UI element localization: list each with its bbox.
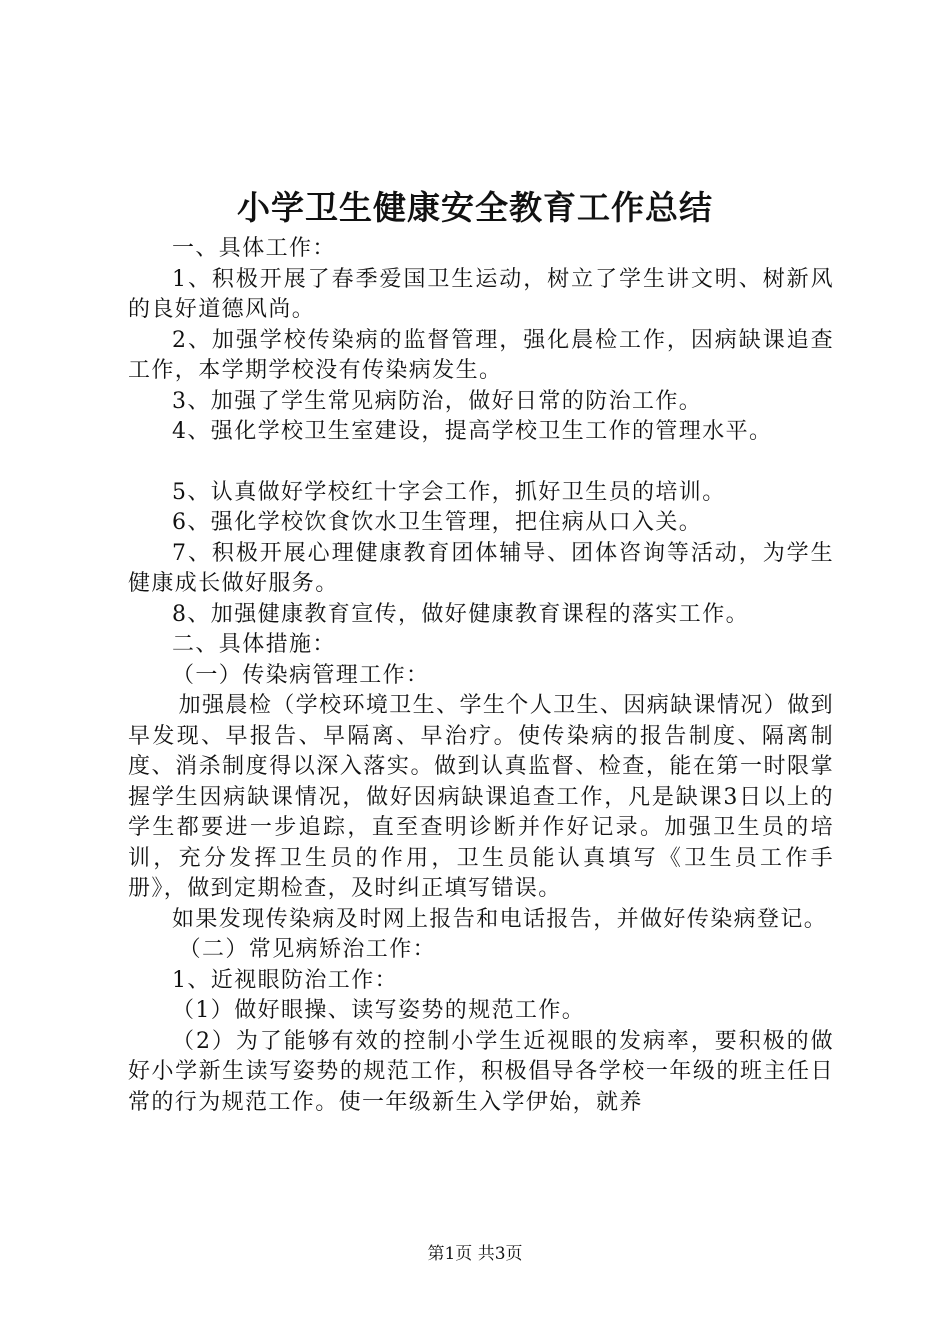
document-title: 小学卫生健康安全教育工作总结 — [237, 188, 713, 227]
paragraph-item-8: 8、加强健康教育宣传，做好健康教育课程的落实工作。 — [172, 601, 749, 627]
paragraph-myopia-heading: 1、近视眼防治工作： — [172, 967, 398, 993]
paragraph-morning-check: 加强晨检（学校环境卫生、学生个人卫生、因病缺课情况）做到早发现、早报告、早隔离、早治疗。使传染病的报告制度、隔离制度、消杀制度得以深入落实。做到认真监督、检查，能在第一时限掌握学生因病缺课情况，做好因病缺课追查工作，凡是缺课3日以上的学生都要进一步追踪，直至查明诊断并作好记录。加强卫生员的培训，充分发挥卫生员的作用，卫生员能认真填写《卫生员工作手册》，做到定期检查，及时纠正填写错误。 — [128, 693, 834, 901]
paragraph-item-3: 3、加强了学生常见病防治，做好日常的防治工作。 — [172, 388, 703, 414]
paragraph-item-6: 6、强化学校饮食饮水卫生管理，把住病从口入关。 — [172, 510, 703, 535]
document-body — [128, 234, 834, 1118]
subsection-heading-infectious-disease: （一）传染病管理工作： — [172, 662, 430, 688]
page-number-footer: 第1页 共3页 — [427, 1244, 523, 1264]
paragraph-reporting: 如果发现传染病及时网上报告和电话报告，并做好传染病登记。 — [172, 906, 828, 932]
paragraph-item-4: 4、强化学校卫生室建设，提高学校卫生工作的管理水平。 — [172, 419, 773, 444]
paragraph-item-7: 7、积极开展心理健康教育团体辅导、团体咨询等活动，为学生健康成长做好服务。 — [128, 540, 834, 596]
paragraph-item-2: 2、加强学校传染病的监督管理，强化晨检工作，因病缺课追查工作，本学期学校没有传染病发生。 — [128, 327, 834, 383]
paragraph-myopia-2: （2）为了能够有效的控制小学生近视眼的发病率，要积极的做好小学新生读写姿势的规范工作，积极倡导各学校一年级的班主任日常的行为规范工作。使一年级新生入学伊始，就养 — [128, 1028, 834, 1115]
section-heading-measures: 二、具体措施： — [172, 632, 336, 657]
paragraph-item-1: 1、积极开展了春季爱国卫生运动，树立了学生讲文明、树新风的良好道德风尚。 — [128, 266, 834, 322]
paragraph-item-5: 5、认真做好学校红十字会工作，抓好卫生员的培训。 — [172, 479, 726, 505]
subsection-heading-common-disease: （二）常见病矫治工作： — [178, 937, 436, 962]
section-heading-specific-work: 一、具体工作： — [172, 236, 336, 261]
paragraph-myopia-1: （1）做好眼操、读写姿势的规范工作。 — [172, 998, 586, 1023]
